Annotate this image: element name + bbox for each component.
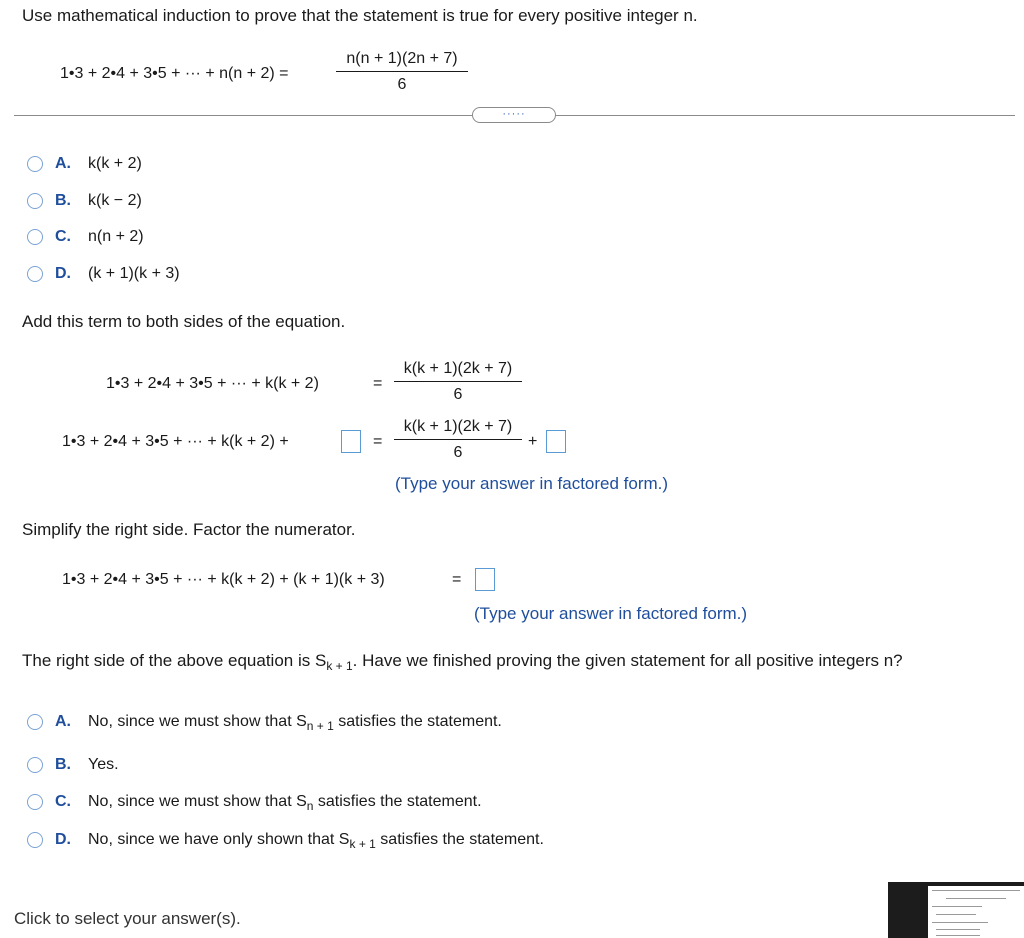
option-text: k(k + 2) (88, 155, 142, 172)
option-text: Yes. (88, 756, 119, 773)
plus-sign: + (528, 433, 538, 450)
thumbnail-line (932, 890, 1020, 891)
radio-button[interactable] (27, 229, 43, 245)
fraction-denominator: 6 (453, 444, 463, 461)
added-term-input-right[interactable] (546, 430, 566, 453)
option-letter: B. (55, 192, 71, 209)
page-thumbnail[interactable] (888, 882, 1024, 938)
thumbnail-line (936, 929, 980, 930)
radio-button[interactable] (27, 794, 43, 810)
option-text: No, since we must show that $S_n$ satisfies the statement. (88, 793, 482, 813)
expand-button[interactable]: ····· (472, 107, 556, 123)
fraction-denominator: 6 (453, 386, 463, 403)
thumbnail-line (932, 922, 988, 923)
footer-instruction: Click to select your answer(s). (14, 909, 241, 928)
step-add-line1-lhs: 1•3 + 2•4 + 3•5 + ··· + k(k + 2) (106, 375, 319, 392)
option-letter: D. (55, 831, 71, 848)
statement-lhs: 1•3 + 2•4 + 3•5 + ··· + n(n + 2) = (60, 65, 289, 82)
radio-button[interactable] (27, 266, 43, 282)
thumbnail-page (928, 886, 1024, 938)
factored-form-hint: (Type your answer in factored form.) (474, 604, 748, 623)
option-text: No, since we must show that $S_{n + 1}$ satisfies the statement. (88, 713, 502, 733)
option-text: No, since we have only shown that $S_{k + 1}$ satisfies the statement. (88, 831, 544, 851)
option-text: k(k − 2) (88, 192, 142, 209)
added-term-input-left[interactable] (341, 430, 361, 453)
radio-button[interactable] (27, 757, 43, 773)
radio-button[interactable] (27, 714, 43, 730)
option-letter: A. (55, 713, 71, 730)
equals-sign: = (452, 571, 462, 588)
step-simplify-instruction: Simplify the right side. Factor the numerator. (22, 520, 356, 539)
option-text: n(n + 2) (88, 228, 144, 245)
radio-button[interactable] (27, 832, 43, 848)
statement-denominator: 6 (397, 76, 407, 93)
option-letter: D. (55, 265, 71, 282)
option-letter: A. (55, 155, 71, 172)
fraction-numerator: k(k + 1)(2k + 7) (394, 417, 522, 440)
radio-button[interactable] (27, 193, 43, 209)
question-prompt: Use mathematical induction to prove that the statement is true for every positive integer n. (22, 6, 698, 25)
part2-question: The right side of the above equation is $S_{k + 1}$. Have we finished proving the given statement for all positive integers n? (22, 651, 903, 673)
thumbnail-line (936, 914, 976, 915)
option-letter: B. (55, 756, 71, 773)
thumbnail-line (936, 935, 980, 936)
option-letter: C. (55, 228, 71, 245)
fraction-numerator: k(k + 1)(2k + 7) (394, 359, 522, 382)
step-add-instruction: Add this term to both sides of the equation. (22, 312, 346, 331)
option-letter: C. (55, 793, 71, 810)
thumbnail-line (932, 906, 982, 907)
equals-sign: = (373, 433, 383, 450)
simplified-rhs-input[interactable] (475, 568, 495, 591)
thumbnail-line (946, 898, 1006, 899)
step-add-line2-fraction (394, 417, 522, 463)
step-add-line1-fraction (394, 359, 522, 405)
statement-fraction (336, 49, 468, 95)
statement-numerator: n(n + 1)(2n + 7) (336, 49, 468, 72)
factored-form-hint: (Type your answer in factored form.) (395, 474, 669, 493)
option-text: (k + 1)(k + 3) (88, 265, 180, 282)
step-simplify-lhs: 1•3 + 2•4 + 3•5 + ··· + k(k + 2) + (k + 1)(k + 3) (62, 571, 385, 588)
equals-sign: = (373, 375, 383, 392)
radio-button[interactable] (27, 156, 43, 172)
step-add-line2-lhs: 1•3 + 2•4 + 3•5 + ··· + k(k + 2) + (62, 433, 289, 450)
